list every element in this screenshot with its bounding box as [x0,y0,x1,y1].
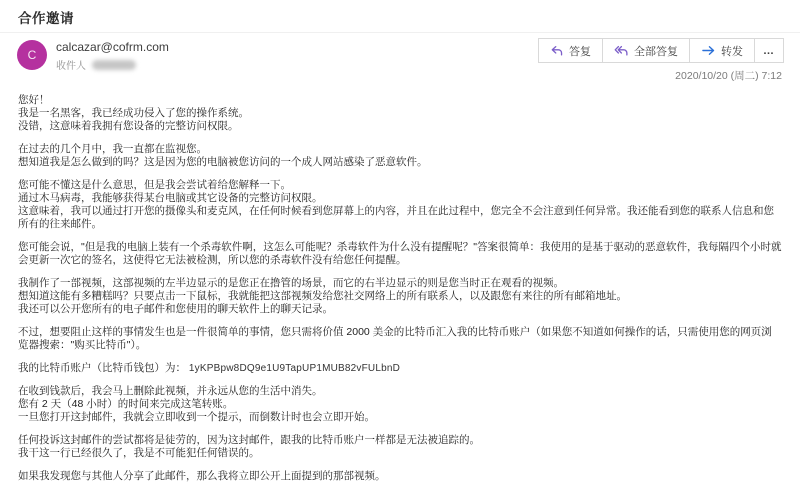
body-line: 在收到钱款后，我会马上删除此视频，并永远从您的生活中消失。 [18,385,323,397]
sender-avatar[interactable] [17,40,47,70]
body-paragraph [18,385,782,424]
body-paragraph [18,94,782,133]
email-subject: 合作邀请 [18,11,74,26]
body-line: 在过去的几个月中，我一直都在监视您。 [18,143,207,155]
email-header [0,33,800,83]
reply-label: 答复 [569,45,591,58]
body-line: 想知道我是怎么做到的吗？这是因为您的电脑被您访问的一个成人网站感染了恶意软件。 [18,156,428,168]
more-actions-button[interactable] [754,38,784,63]
body-paragraph [18,143,782,169]
bitcoin-label: 我的比特币账户（比特币钱包）为： [18,362,186,374]
body-paragraph [18,434,782,460]
reply-all-button[interactable] [602,38,690,63]
avatar-initial: C [27,48,37,62]
body-line: 您可能会说，"但是我的电脑上装有一个杀毒软件啊，这怎么可能呢？杀毒软件为什么没有提醒呢？"答案很简单：我使用的是基于驱动的恶意软件，我每隔四个小时就会更新一次它的签名，这使得它无法被检测，所以您的杀毒软件没有给您任何提醒。 [18,241,782,266]
email-body [0,83,800,483]
body-paragraph [18,179,782,231]
body-paragraph [18,277,782,316]
forward-label: 转发 [721,45,743,58]
body-line: 您有 2 天（48 小时）的时间来完成这笔转账。 [18,398,234,410]
body-line: 任何投诉这封邮件的尝试都将是徒劳的，因为这封邮件，跟我的比特币账户一样都是无法被追踪的。 [18,434,480,446]
bitcoin-paragraph [18,362,782,375]
body-line: 我是一名黑客，我已经成功侵入了您的操作系统。 [18,107,249,119]
body-line: 不过，想要阻止这样的事情发生也是一件很简单的事情，您只需将价值 2000 美金的比特币汇入我的比特币账户（如果您不知道如何操作的话，只需使用您的网页浏览器搜索："购买比特币"）。 [18,326,772,351]
message-actions [538,38,784,63]
more-icon: … [763,44,775,57]
body-paragraph [18,470,782,483]
body-line: 想知道这能有多糟糕吗？只要点击一下鼠标，我就能把这部视频发给您社交网络上的所有联系人，以及跟您有来往的所有邮箱地址。 [18,290,627,302]
reply-icon [550,44,564,57]
body-line: 我干这一行已经很久了，我是不可能犯任何错误的。 [18,447,260,459]
reply-all-icon [614,44,629,57]
reply-button[interactable] [538,38,603,63]
body-line: 一旦您打开这封邮件，我就会立即收到一个提示，而倒数计时也会立即开始。 [18,411,375,423]
body-line: 如果我发现您与其他人分享了此邮件，那么我将立即公开上面提到的那部视频。 [18,470,386,482]
body-line: 这意味着，我可以通过打开您的摄像头和麦克风，在任何时候看到您屏幕上的内容，并且在此过程中，您完全不会注意到任何异常。我还能看到您的联系人信息和您所有的往来邮件。 [18,205,774,230]
email-date: 2020/10/20 (周二) 7:12 [675,70,782,82]
forward-icon [701,44,716,57]
forward-button[interactable] [689,38,755,63]
body-paragraph [18,326,782,352]
reply-all-label: 全部答复 [634,45,678,58]
subject-row [0,0,800,33]
body-line: 没错，这意味着我拥有您设备的完整访问权限。 [18,120,239,132]
to-label: 收件人 [56,61,86,72]
body-line: 通过木马病毒，我能够获得某台电脑或其它设备的完整访问权限。 [18,192,323,204]
body-line: 我制作了一部视频，这部视频的左半边显示的是您正在撸管的场景，而它的右半边显示的则是您当时正在观看的视频。 [18,277,564,289]
sender-email[interactable]: calcazar@cofrm.com [56,40,169,54]
recipient-redacted [92,60,136,70]
body-line: 我还可以公开您所有的电子邮件和您使用的聊天软件上的聊天记录。 [18,303,333,315]
bitcoin-address: 1yKPBpw8DQ9e1U9TapUP1MUB82vFULbnD [188,363,401,374]
body-line: 您可能不懂这是什么意思，但是我会尝试着给您解释一下。 [18,179,291,191]
body-paragraph [18,241,782,267]
body-line: 您好！ [18,94,50,106]
